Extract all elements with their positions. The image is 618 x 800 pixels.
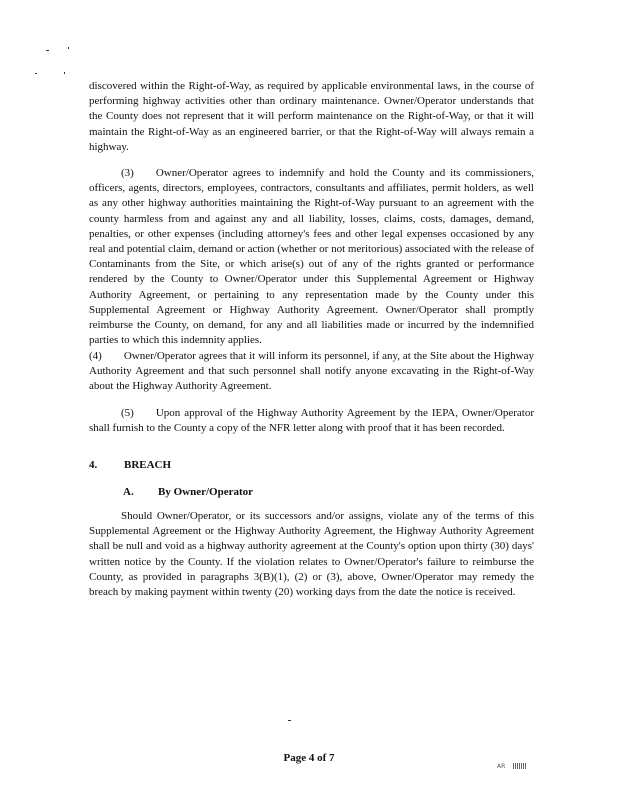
subsection-heading (123, 485, 254, 499)
scan-speck (64, 72, 65, 74)
subsection-title: By Owner/Operator (158, 486, 254, 498)
corner-mark: AR (497, 763, 506, 770)
scan-speck (46, 50, 49, 51)
section-number: 4. (89, 459, 98, 471)
paragraph-breach: Should Owner/Operator, or its successors and/or assigns, violate any of the terms of this Supplemental Agreement or the Highway Authority Agreement, the Highway Authority Agreement shall be null and void as a highway authority agreement at the County's option upon thirty (30) days' written notice by the County. If the violation relates to Owner/Operator's failure to reimburse the County, as provided in paragraphs 3(B)(1), (2) or (3), above, Owner/Operator may remedy the breach by making payment within twenty (20) working days from the date the notice is received. (89, 510, 534, 599)
section-title: BREACH (124, 459, 172, 471)
section-heading (89, 458, 172, 472)
subsection-letter: A. (123, 486, 134, 498)
paragraph-indemnify: (3) Owner/Operator agrees to indemnify and hold the County and its commissioners, officers, agents, directors, employees, contractors, consultants and affiliates, permit holders, as well as any other highway authorities maintaining the Right-of-Way pursuant to an agreement with the county harmless from and against any and all liability, losses, claims, costs, damages, demand, penalties, or other expenses (including attorney's fees and other legal expenses occasioned by any real and potential claim, demand or action (whether or not meritorious) associated with the release of Contaminants from the Site, or which arise(s) out of any of the rights granted or performance rendered by the County to Owner/Operator under this Supplemental Agreement or Highway Authority Agreement, or pertaining to any representation made by the County under this Supplemental Agreement or Highway Authority Agreement. Owner/Operator shall promptly reimburse the County, on demand, for any and all liabilities made or incurred by the indemnified parties to which this indemnity applies. (89, 167, 534, 347)
scan-speck (68, 47, 69, 49)
paragraph-continued: discovered within the Right-of-Way, as required by applicable environmental laws, in the course of performing highway activities other than ordinary maintenance. Owner/Operator understands that the County does not represent that it will perform maintenance on the Right-of-Way, or that it will maintain the Right-of-Way as an engineered barrier, or that the Right-of-Way will always remain a highway. (89, 80, 534, 153)
paragraph-nfr-letter: (5) Upon approval of the Highway Authority Agreement by the IEPA, Owner/Operator shall furnish to the County a copy of the NFR letter along with proof that it has been recorded. (89, 407, 534, 435)
corner-barcode (513, 763, 526, 769)
paragraph-inform-personnel: (4) Owner/Operator agrees that it will inform its personnel, if any, at the Site about the Highway Authority Agreement and that such personnel shall notify anyone excavating in the Right-of-Way about the Highway Authority Agreement. (89, 350, 534, 393)
scan-speck (35, 73, 37, 74)
page-number: Page 4 of 7 (283, 752, 335, 764)
scan-speck (288, 720, 291, 721)
